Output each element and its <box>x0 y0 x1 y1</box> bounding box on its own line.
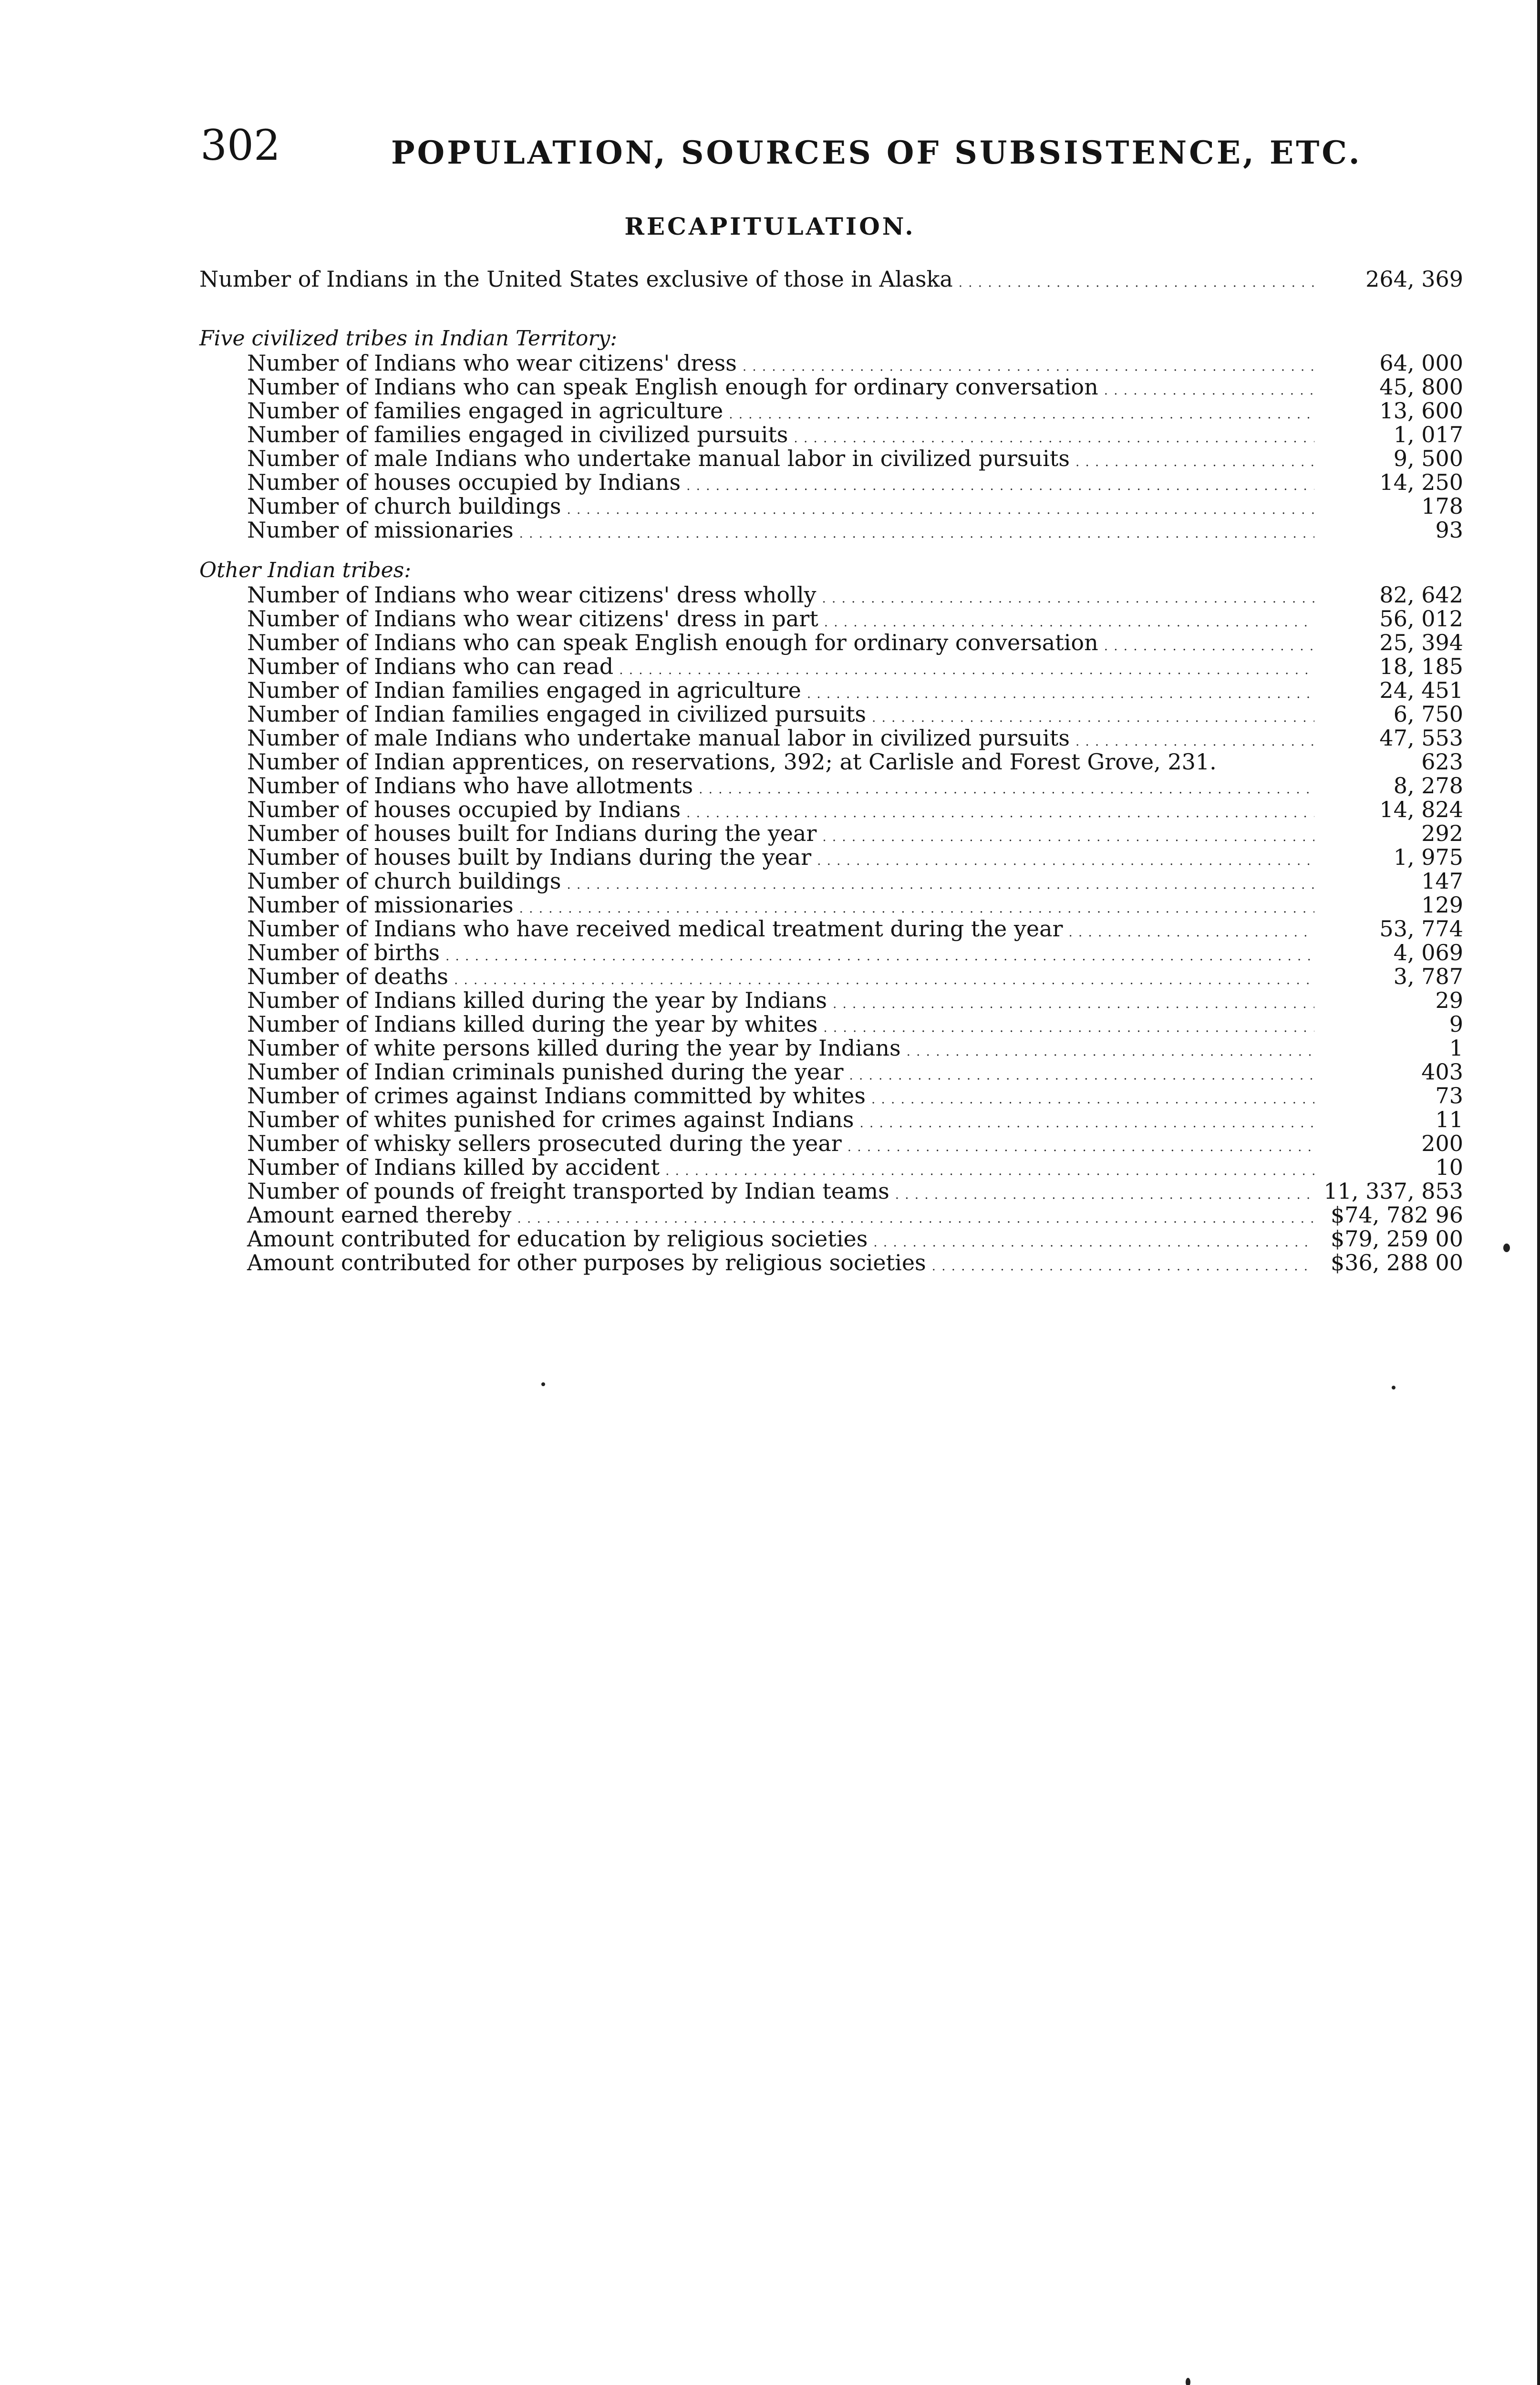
row-value: 18, 185 <box>1379 653 1463 679</box>
row-label: Number of Indian families engaged in agriculture <box>247 677 801 703</box>
row-value: 4, 069 <box>1393 940 1463 965</box>
row-label: Number of Indians who can speak English enough for ordinary conversation <box>247 374 1098 400</box>
dot-leader <box>932 1251 1314 1278</box>
table-row <box>199 423 1463 446</box>
row-value: 47, 553 <box>1379 725 1463 751</box>
row-label: Number of Indians killed during the year by whites <box>247 1011 818 1037</box>
group-heading: Other Indian tribes: <box>199 558 412 582</box>
row-value: 53, 774 <box>1379 916 1463 942</box>
row-label: Number of white persons killed during the year by Indians <box>247 1035 901 1061</box>
row-label: Amount contributed for education by religious societies <box>247 1226 868 1252</box>
row-value: 1, 017 <box>1393 422 1463 447</box>
table-row <box>199 678 1463 702</box>
table-row <box>199 1179 1463 1203</box>
row-label: Number of Indians killed during the year by Indians <box>247 987 827 1013</box>
row-value: 200 <box>1421 1130 1463 1156</box>
row-value: 292 <box>1421 820 1463 846</box>
row-label: Number of male Indians who undertake manual labor in civilized pursuits <box>247 725 1070 751</box>
table-row <box>199 726 1463 750</box>
group-gap <box>199 310 1463 326</box>
row-label: Number of Indian apprentices, on reservations, 392; at Carlisle and Forest Grove, 231. <box>247 749 1217 775</box>
row-value: 1 <box>1449 1035 1463 1061</box>
table-row <box>199 470 1463 494</box>
table-row <box>199 607 1463 631</box>
table-row <box>199 654 1463 678</box>
page-number: 302 <box>200 121 280 170</box>
table-row <box>199 869 1463 893</box>
row-label: Number of Indians who have allotments <box>247 773 693 798</box>
table-row <box>199 941 1463 964</box>
row-value: 403 <box>1421 1059 1463 1085</box>
row-value: 8, 278 <box>1393 773 1463 798</box>
row-value: $74, 782 96 <box>1331 1202 1463 1228</box>
row-value: 9 <box>1449 1011 1463 1037</box>
row-value: 3, 787 <box>1393 964 1463 989</box>
row-value: 14, 824 <box>1379 797 1463 822</box>
row-label: Number of families engaged in agriculture <box>247 398 723 424</box>
row-value: 11 <box>1435 1107 1463 1132</box>
table-row <box>199 351 1463 375</box>
table-row <box>199 821 1463 845</box>
row-value: 147 <box>1421 868 1463 894</box>
row-value: 129 <box>1421 892 1463 918</box>
table-row <box>199 893 1463 917</box>
row-label: Number of houses occupied by Indians <box>247 797 681 822</box>
row-label: Number of missionaries <box>247 892 514 918</box>
row-label: Number of Indians in the United States exclusive of those in Alaska <box>199 266 953 292</box>
table-row <box>199 518 1463 542</box>
row-label: Number of houses occupied by Indians <box>247 469 681 495</box>
row-label: Number of Indians who can read <box>247 653 614 679</box>
print-speck <box>541 1382 545 1386</box>
table-row <box>199 1012 1463 1036</box>
row-value: 14, 250 <box>1379 469 1463 495</box>
row-value: $36, 288 00 <box>1331 1250 1463 1275</box>
row-label: Number of houses built by Indians during the year <box>247 844 812 870</box>
group-heading: Five civilized tribes in Indian Territory: <box>199 326 618 351</box>
print-speck <box>1503 1244 1510 1252</box>
row-value: 25, 394 <box>1379 630 1463 655</box>
row-label: Number of families engaged in civilized pursuits <box>247 422 788 447</box>
row-value: 56, 012 <box>1379 606 1463 632</box>
table-row <box>199 702 1463 726</box>
row-label: Number of births <box>247 940 440 965</box>
row-label: Number of crimes against Indians committed by whites <box>247 1083 866 1109</box>
table-row <box>199 494 1463 518</box>
table-row <box>199 399 1463 423</box>
table-row <box>199 1060 1463 1084</box>
table-row <box>199 1227 1463 1251</box>
dot-leader <box>959 267 1314 295</box>
table-row <box>199 964 1463 988</box>
row-value: 24, 451 <box>1379 677 1463 703</box>
table-row <box>199 798 1463 821</box>
row-label: Number of deaths <box>247 964 448 989</box>
row-label: Number of Indians who can speak English enough for ordinary conversation <box>247 630 1098 655</box>
table-row <box>199 845 1463 869</box>
table-row <box>199 446 1463 470</box>
row-label: Number of Indians who wear citizens' dress in part <box>247 606 818 632</box>
row-value: 6, 750 <box>1393 701 1463 727</box>
total-row <box>199 267 1463 294</box>
row-label: Amount earned thereby <box>247 1202 512 1228</box>
dot-leader <box>519 518 1314 546</box>
table-row <box>199 1251 1463 1275</box>
row-value: 64, 000 <box>1379 350 1463 376</box>
recapitulation-table <box>199 267 1463 1275</box>
table-row <box>199 917 1463 941</box>
row-label: Number of Indian criminals punished during the year <box>247 1059 844 1085</box>
page-header <box>0 122 1540 174</box>
table-row <box>199 1155 1463 1179</box>
row-value: 45, 800 <box>1379 374 1463 400</box>
table-row <box>199 1036 1463 1060</box>
row-value: 29 <box>1435 987 1463 1013</box>
print-speck <box>1392 1386 1395 1390</box>
row-label: Number of Indian families engaged in civilized pursuits <box>247 701 867 727</box>
table-row <box>199 375 1463 399</box>
row-label: Number of male Indians who undertake manual labor in civilized pursuits <box>247 446 1070 471</box>
row-label: Number of whites punished for crimes against Indians <box>247 1107 854 1132</box>
table-row <box>199 1084 1463 1108</box>
running-head: POPULATION, SOURCES OF SUBSISTENCE, ETC. <box>391 134 1362 171</box>
row-value: 82, 642 <box>1379 582 1463 608</box>
row-label: Number of Indians who have received medical treatment during the year <box>247 916 1063 942</box>
row-value: 1, 975 <box>1393 844 1463 870</box>
row-value: 11, 337, 853 <box>1323 1178 1463 1204</box>
row-value: 73 <box>1435 1083 1463 1109</box>
row-value: 9, 500 <box>1393 446 1463 471</box>
groups-container <box>199 310 1463 1275</box>
row-label: Number of missionaries <box>247 517 514 543</box>
row-value: 10 <box>1435 1154 1463 1180</box>
table-row <box>199 774 1463 798</box>
row-label: Number of church buildings <box>247 493 561 519</box>
row-value: 178 <box>1421 493 1463 519</box>
table-row <box>199 1203 1463 1227</box>
row-label: Number of pounds of freight transported by Indian teams <box>247 1178 889 1204</box>
row-label: Number of Indians who wear citizens' dress <box>247 350 737 376</box>
row-label: Number of whisky sellers prosecuted during the year <box>247 1130 842 1156</box>
print-speck <box>1186 2378 1190 2385</box>
row-value: $79, 259 00 <box>1331 1226 1463 1252</box>
row-value: 93 <box>1435 517 1463 543</box>
table-row <box>199 631 1463 654</box>
row-label: Amount contributed for other purposes by religious societies <box>247 1250 926 1275</box>
row-label: Number of church buildings <box>247 868 561 894</box>
row-label: Number of Indians killed by accident <box>247 1154 660 1180</box>
row-label: Number of houses built for Indians during the year <box>247 820 817 846</box>
section-title: RECAPITULATION. <box>624 212 916 240</box>
row-value: 623 <box>1421 749 1463 775</box>
table-row <box>199 1108 1463 1131</box>
table-row <box>199 583 1463 607</box>
table-row <box>199 1131 1463 1155</box>
row-label: Number of Indians who wear citizens' dress wholly <box>247 582 817 608</box>
row-value: 264, 369 <box>1365 266 1463 292</box>
row-value: 13, 600 <box>1379 398 1463 424</box>
